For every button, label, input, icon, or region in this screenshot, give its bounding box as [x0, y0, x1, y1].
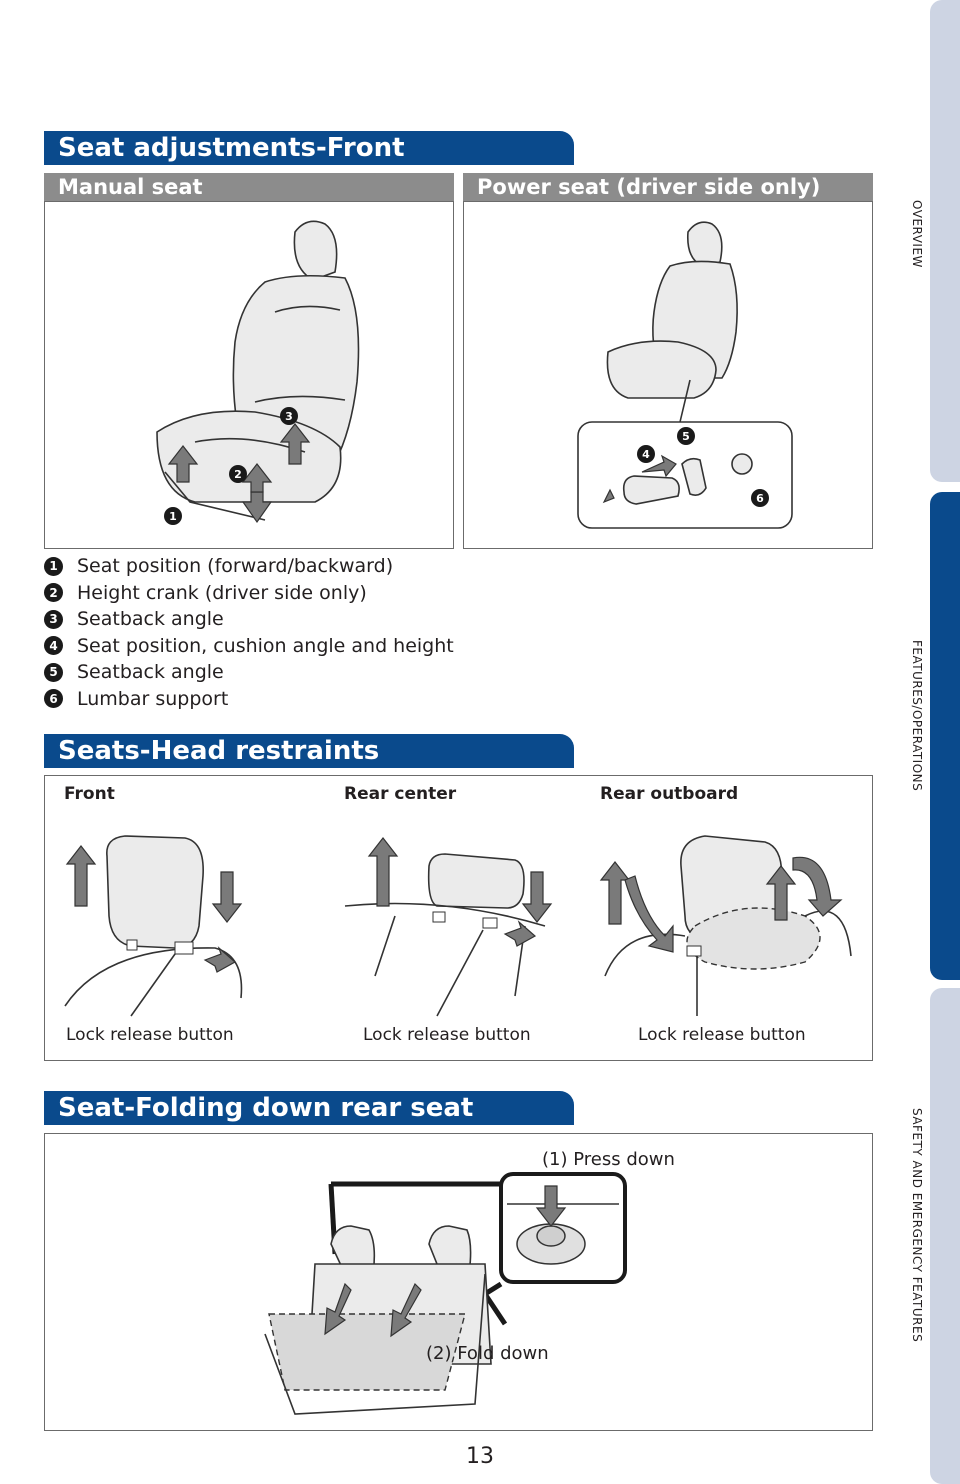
section-title-seat-adjustments: Seat adjustments-Front	[44, 131, 574, 165]
fold-down-label: (2) Fold down	[426, 1343, 549, 1364]
legend-item	[44, 633, 454, 660]
front-label: Front	[64, 784, 115, 804]
seat-adjustment-legend	[44, 553, 454, 712]
manual-seat-header: Manual seat	[44, 173, 454, 201]
svg-text:1: 1	[169, 510, 177, 523]
section-title-folding-rear-seat: Seat-Folding down rear seat	[44, 1091, 574, 1125]
legend-item	[44, 580, 454, 607]
legend-item	[44, 686, 454, 713]
number-badge: 1	[44, 557, 63, 576]
svg-text:2: 2	[234, 468, 242, 481]
legend-text: Seat position, cushion angle and height	[77, 634, 454, 657]
sidebar-label-safety: SAFETY AND EMERGENCY FEATURES	[910, 1108, 924, 1343]
rear-outboard-lock-release-label: Lock release button	[638, 1025, 806, 1045]
page-number: 13	[466, 1444, 494, 1469]
number-badge: 4	[44, 636, 63, 655]
press-down-label: (1) Press down	[542, 1149, 675, 1170]
front-lock-release-label: Lock release button	[66, 1025, 234, 1045]
svg-text:5: 5	[682, 430, 690, 443]
svg-text:3: 3	[285, 410, 293, 423]
number-badge: 5	[44, 663, 63, 682]
legend-text: Seatback angle	[77, 661, 224, 683]
legend-text: Lumbar support	[77, 687, 229, 710]
legend-item	[44, 553, 454, 580]
sidebar-tab-features-operations[interactable]	[930, 492, 960, 980]
power-seat-header: Power seat (driver side only)	[463, 173, 873, 201]
legend-text: Seat position (forward/backward)	[77, 555, 394, 577]
number-badge: 2	[44, 583, 63, 602]
manual-seat-figure	[44, 201, 454, 549]
sidebar-label-overview: OVERVIEW	[910, 200, 924, 268]
sidebar-tab-safety[interactable]	[930, 988, 960, 1484]
svg-text:6: 6	[756, 492, 764, 505]
legend-item	[44, 659, 454, 686]
legend-text: Height crank (driver side only)	[77, 581, 367, 604]
svg-text:4: 4	[642, 448, 650, 461]
folding-rear-seat-figure	[44, 1133, 873, 1431]
sidebar-tab-overview[interactable]	[930, 0, 960, 482]
rear-outboard-label: Rear outboard	[600, 784, 739, 804]
rear-center-label: Rear center	[344, 784, 457, 804]
rear-center-lock-release-label: Lock release button	[363, 1025, 531, 1045]
number-badge: 6	[44, 689, 63, 708]
sidebar-label-features-operations: FEATURES/OPERATIONS	[910, 640, 924, 792]
legend-item	[44, 606, 454, 633]
power-seat-figure	[463, 201, 873, 549]
section-title-head-restraints: Seats-Head restraints	[44, 734, 574, 768]
head-restraints-figure	[44, 775, 873, 1061]
legend-text: Seatback angle	[77, 608, 224, 630]
number-badge: 3	[44, 610, 63, 629]
